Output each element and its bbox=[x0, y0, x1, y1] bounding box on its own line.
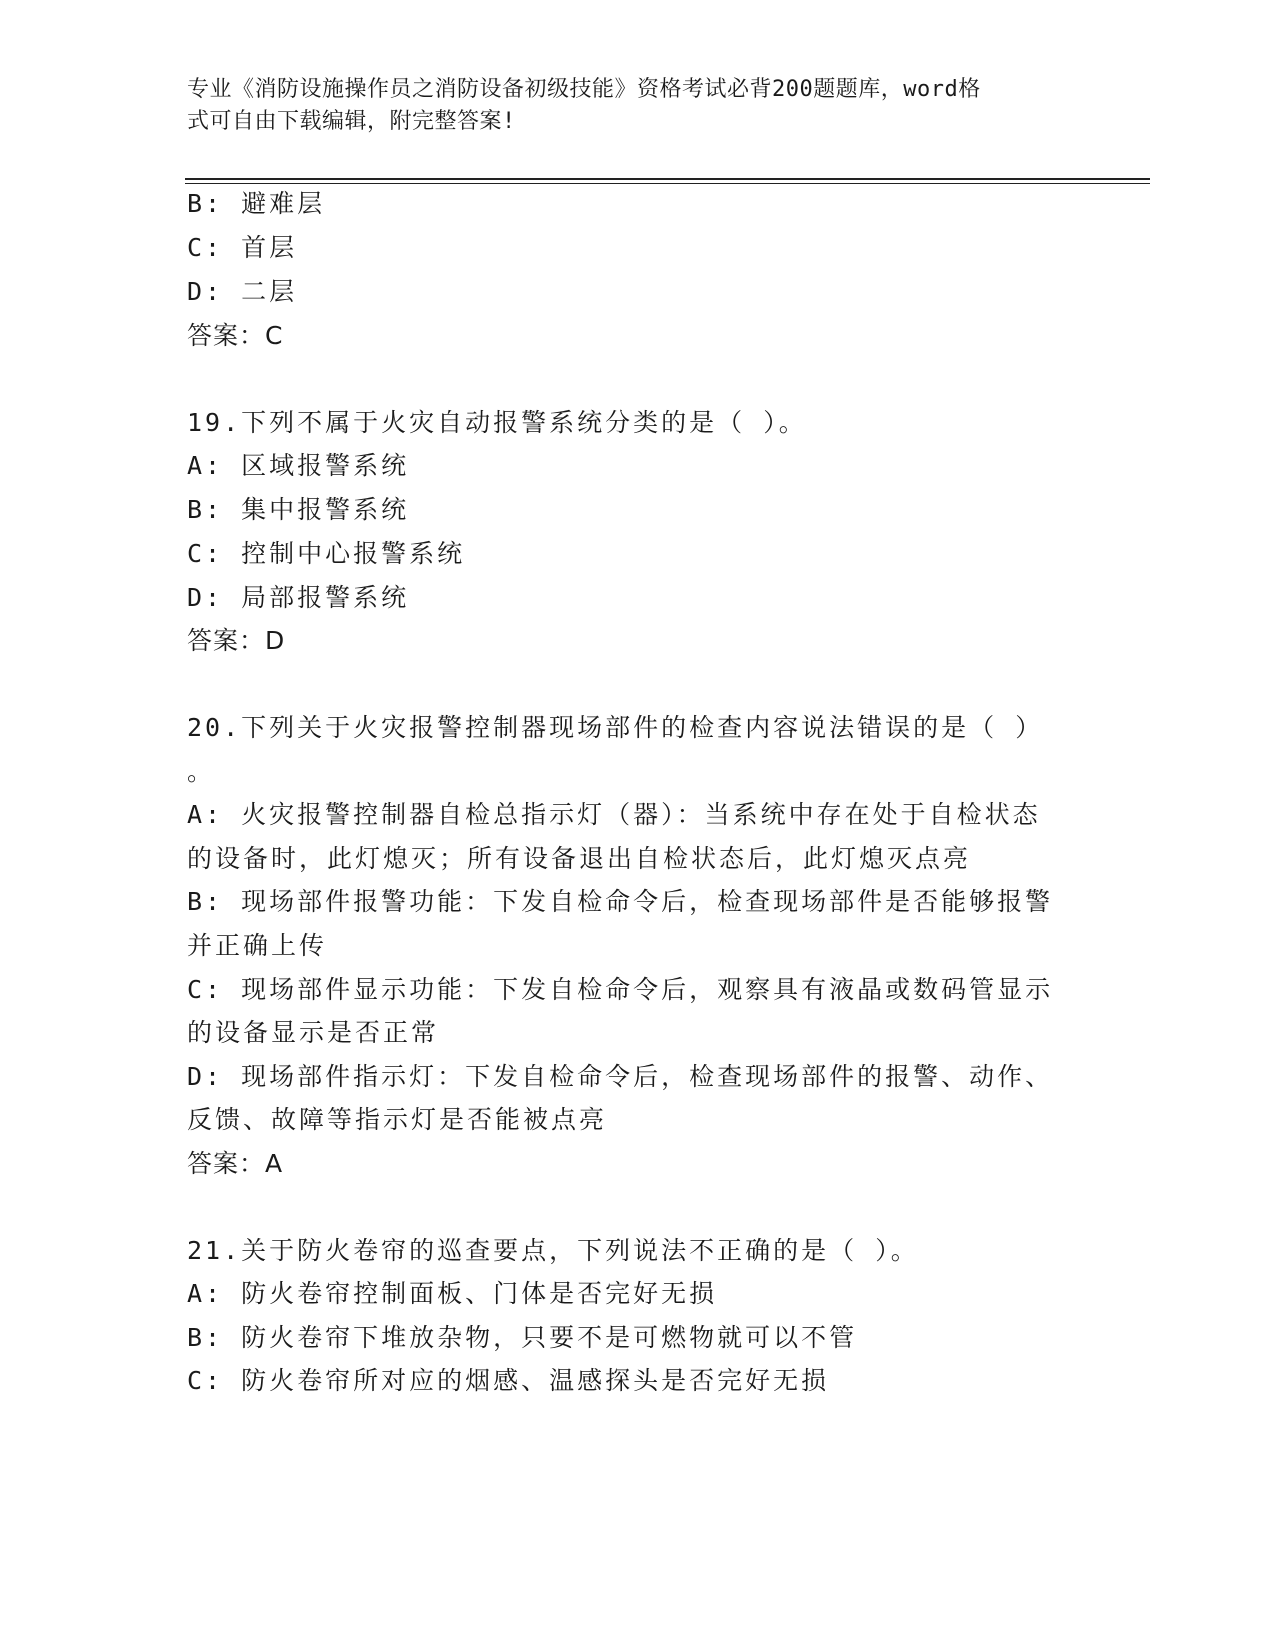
q20-option-c-line-1: C: 现场部件显示功能：下发自检命令后，观察具有液晶或数码管显示 bbox=[187, 975, 1054, 1004]
q20-option-d-line-1: D: 现场部件指示灯：下发自检命令后，检查现场部件的报警、动作、 bbox=[187, 1062, 1054, 1091]
q19-option-c: C: 控制中心报警系统 bbox=[187, 539, 466, 568]
q21-option-a: A: 防火卷帘控制面板、门体是否完好无损 bbox=[187, 1279, 718, 1308]
q21-option-b: B: 防火卷帘下堆放杂物，只要不是可燃物就可以不管 bbox=[187, 1323, 858, 1352]
q18-option-d: D: 二层 bbox=[187, 277, 298, 306]
q21-option-c: C: 防火卷帘所对应的烟感、温感探头是否完好无损 bbox=[187, 1366, 830, 1395]
q18-option-b: B: 避难层 bbox=[187, 189, 326, 218]
header-line-2: 式可自由下载编辑，附完整答案! bbox=[187, 109, 516, 134]
q18-answer: 答案：C bbox=[187, 321, 284, 350]
document-header bbox=[187, 74, 1067, 138]
q20-option-a-line-2: 的设备时，此灯熄灭；所有设备退出自检状态后，此灯熄灭点亮 bbox=[187, 844, 972, 873]
q19-option-d: D: 局部报警系统 bbox=[187, 583, 410, 612]
header-divider-thick bbox=[185, 178, 1150, 180]
q20-answer: 答案：A bbox=[187, 1149, 284, 1178]
q20-option-c-line-2: 的设备显示是否正常 bbox=[187, 1018, 440, 1047]
header-line-1: 专业《消防设施操作员之消防设备初级技能》资格考试必背200题题库，word格 bbox=[187, 77, 981, 102]
q20-option-b-line-2: 并正确上传 bbox=[187, 931, 328, 960]
q19-option-b: B: 集中报警系统 bbox=[187, 495, 410, 524]
q20-option-b-line-1: B: 现场部件报警功能：下发自检命令后，检查现场部件是否能够报警 bbox=[187, 887, 1054, 916]
q19-question: 19.下列不属于火灾自动报警系统分类的是（ ）。 bbox=[187, 408, 807, 437]
q21-question: 21.关于防火卷帘的巡查要点，下列说法不正确的是（ ）。 bbox=[187, 1236, 919, 1265]
q20-option-d-line-2: 反馈、故障等指示灯是否能被点亮 bbox=[187, 1105, 608, 1134]
q18-option-c: C: 首层 bbox=[187, 233, 298, 262]
header-divider-thin bbox=[185, 183, 1150, 184]
q19-option-a: A: 区域报警系统 bbox=[187, 451, 410, 480]
q20-option-a-line-1: A: 火灾报警控制器自检总指示灯（器）：当系统中存在处于自检状态 bbox=[187, 800, 1041, 829]
q20-question-line-1: 20.下列关于火灾报警控制器现场部件的检查内容说法错误的是（ ） bbox=[187, 713, 1044, 742]
q20-question-line-2: 。 bbox=[187, 757, 216, 786]
q19-answer: 答案：D bbox=[187, 626, 286, 655]
